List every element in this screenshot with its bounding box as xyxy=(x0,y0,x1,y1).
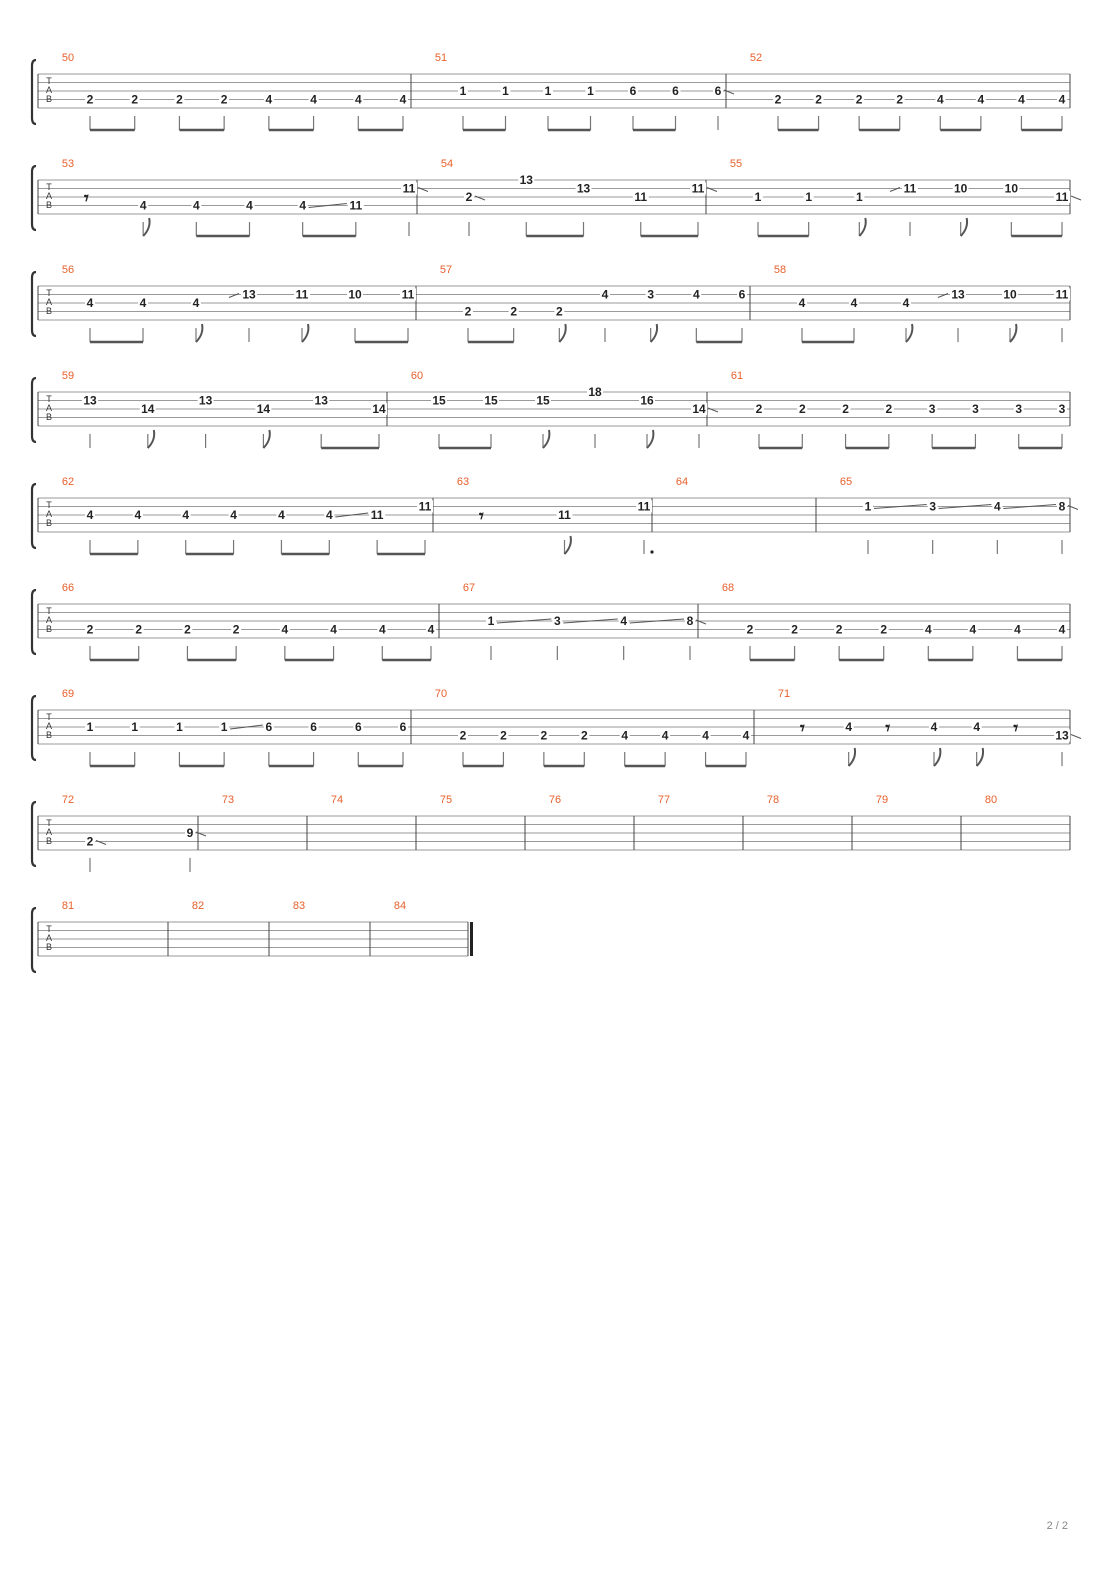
slide-out xyxy=(1071,196,1081,200)
measure-number: 82 xyxy=(191,900,205,912)
measure-number: 53 xyxy=(61,158,75,170)
system xyxy=(32,158,1081,236)
fret-number: 13 xyxy=(83,393,97,408)
measure-number: 55 xyxy=(729,158,743,170)
tab-clef-letter: T xyxy=(46,394,52,404)
eighth-flag xyxy=(148,430,154,448)
fret-number: 11 xyxy=(558,508,571,522)
fret-number: 4 xyxy=(845,720,853,734)
fret-number: 1 xyxy=(459,84,467,98)
measure-number: 58 xyxy=(773,264,787,276)
tab-clef-letter: T xyxy=(46,182,52,192)
fret-number: 2 xyxy=(842,402,849,416)
system-bracket xyxy=(32,908,36,972)
fret-number: 4 xyxy=(973,720,981,734)
fret-number: 1 xyxy=(502,84,509,98)
measure-number: 73 xyxy=(221,794,235,806)
fret-number: 4 xyxy=(134,508,142,522)
fret-number: 6 xyxy=(310,720,317,734)
fret-number: 4 xyxy=(969,622,977,637)
system-bracket xyxy=(32,696,36,760)
fret-number: 1 xyxy=(855,190,863,204)
measure-number: 65 xyxy=(839,476,853,488)
fret-number: 2 xyxy=(232,622,240,637)
tab-clef-letter: T xyxy=(46,818,52,828)
fret-number: 13 xyxy=(198,393,213,408)
tab-clef-letter: T xyxy=(46,500,52,510)
tab-clef-letter: B xyxy=(45,200,53,210)
fret-number: 2 xyxy=(791,622,798,637)
measure-number: 74 xyxy=(330,794,344,806)
fret-number: 2 xyxy=(896,92,904,107)
fret-number: 2 xyxy=(540,728,548,743)
fret-number: 11 xyxy=(370,508,384,522)
measure-number: 56 xyxy=(61,264,75,276)
eighth-flag xyxy=(934,748,940,766)
fret-number: 3 xyxy=(972,402,979,416)
measure-number: 67 xyxy=(462,582,476,594)
system xyxy=(32,688,1081,766)
tab-clef-letter: A xyxy=(45,85,53,95)
fret-number: 9 xyxy=(186,826,194,840)
fret-number: 6 xyxy=(714,84,722,98)
fret-number: 2 xyxy=(86,834,94,849)
fret-number: 13 xyxy=(314,393,328,408)
measure-number: 62 xyxy=(61,476,75,488)
fret-number: 11 xyxy=(903,181,917,196)
fret-number: 14 xyxy=(141,402,155,416)
measure-number: 57 xyxy=(439,264,453,276)
measure-number: 66 xyxy=(61,582,75,594)
measure-number: 59 xyxy=(61,370,75,382)
fret-number: 10 xyxy=(348,287,362,302)
eighth-flag xyxy=(302,324,308,342)
eighth-flag xyxy=(263,430,269,448)
fret-number: 13 xyxy=(519,173,533,187)
fret-number: 8 xyxy=(1058,499,1066,514)
fret-number: 4 xyxy=(378,622,386,637)
fret-number: 14 xyxy=(692,402,706,416)
page-number: 2 / 2 xyxy=(1046,1520,1068,1532)
fret-number: 4 xyxy=(86,508,94,522)
fret-number: 4 xyxy=(139,296,147,310)
tab-clef-letter: A xyxy=(45,403,53,413)
fret-number: 4 xyxy=(977,92,985,107)
fret-number: 6 xyxy=(265,720,273,734)
measure-number: 61 xyxy=(730,370,744,382)
eighth-rest: 𝄾 xyxy=(1013,718,1019,739)
eighth-rest: 𝄾 xyxy=(479,506,484,527)
measure-number: 50 xyxy=(61,52,75,64)
tab-clef-letter: A xyxy=(45,509,53,519)
measure-number: 79 xyxy=(875,794,889,806)
fret-number: 4 xyxy=(230,508,237,522)
tab-clef-letter: B xyxy=(45,942,53,952)
measure-number: 63 xyxy=(456,476,470,488)
fret-number: 1 xyxy=(544,84,552,98)
fret-number: 4 xyxy=(850,296,858,310)
fret-number: 4 xyxy=(278,508,285,522)
fret-number: 11 xyxy=(1055,190,1069,204)
system-bracket xyxy=(32,60,36,124)
fret-number: 2 xyxy=(855,92,863,107)
tab-clef-letter: A xyxy=(45,933,53,943)
measure-number: 81 xyxy=(61,900,75,912)
system xyxy=(32,582,1070,660)
fret-number: 4 xyxy=(281,622,289,637)
fret-number: 2 xyxy=(220,92,228,107)
fret-number: 10 xyxy=(1004,181,1019,196)
eighth-flag xyxy=(906,324,912,342)
fret-number: 4 xyxy=(192,198,200,213)
duration-dot xyxy=(650,550,653,553)
tab-clef-letter: B xyxy=(45,730,53,740)
measure-number: 54 xyxy=(440,158,454,170)
fret-number: 2 xyxy=(465,190,473,204)
fret-number: 4 xyxy=(139,198,147,213)
fret-number: 11 xyxy=(349,198,363,213)
tab-clef-letter: T xyxy=(46,924,52,934)
fret-number: 15 xyxy=(536,393,550,408)
fret-number: 11 xyxy=(634,190,648,204)
tab-clef-letter: A xyxy=(45,615,53,625)
fret-number: 11 xyxy=(691,181,705,196)
fret-number: 1 xyxy=(587,84,594,98)
tab-clef-letter: B xyxy=(45,518,53,528)
measure-number: 60 xyxy=(410,370,424,382)
fret-number: 4 xyxy=(246,198,253,213)
fret-number: 2 xyxy=(464,304,472,319)
eighth-flag xyxy=(977,748,983,766)
tab-clef-letter: B xyxy=(45,836,53,846)
tab-clef-letter: A xyxy=(45,721,53,731)
fret-number: 2 xyxy=(510,304,518,319)
system-bracket xyxy=(32,590,36,654)
fret-number: 4 xyxy=(902,296,910,310)
fret-number: 4 xyxy=(936,92,944,107)
fret-number: 1 xyxy=(176,720,183,734)
fret-number: 2 xyxy=(555,304,563,319)
eighth-flag xyxy=(1010,324,1016,342)
fret-number: 13 xyxy=(951,287,965,302)
eighth-flag xyxy=(647,430,653,448)
measure-number: 72 xyxy=(61,794,75,806)
eighth-flag xyxy=(543,430,549,448)
fret-number: 1 xyxy=(131,720,139,734)
eighth-flag xyxy=(849,748,855,766)
fret-number: 11 xyxy=(418,499,432,514)
fret-number: 4 xyxy=(930,720,938,734)
system xyxy=(32,370,1070,448)
fret-number: 4 xyxy=(702,728,709,743)
fret-number: 11 xyxy=(295,287,309,302)
fret-number: 2 xyxy=(131,92,139,107)
measure-number: 84 xyxy=(393,900,407,912)
fret-number: 4 xyxy=(1058,92,1066,107)
fret-number: 3 xyxy=(928,402,936,416)
fret-number: 4 xyxy=(399,92,407,107)
fret-number: 2 xyxy=(815,92,822,107)
fret-number: 4 xyxy=(325,508,333,522)
measure-number: 70 xyxy=(434,688,448,700)
fret-number: 2 xyxy=(459,728,467,743)
fret-number: 13 xyxy=(242,287,256,302)
measure-number: 77 xyxy=(657,794,671,806)
measure-number: 68 xyxy=(721,582,735,594)
fret-number: 4 xyxy=(427,622,435,637)
tab-clef-letter: A xyxy=(45,827,53,837)
system-bracket xyxy=(32,802,36,866)
fret-number: 4 xyxy=(1018,92,1025,107)
fret-number: 1 xyxy=(487,614,495,628)
fret-number: 1 xyxy=(220,720,228,734)
fret-number: 2 xyxy=(176,92,183,107)
fret-number: 1 xyxy=(754,190,762,204)
system xyxy=(32,264,1070,342)
fret-number: 1 xyxy=(864,499,872,514)
eighth-flag xyxy=(559,324,565,342)
eighth-flag xyxy=(143,218,149,236)
tab-clef-letter: B xyxy=(45,94,53,104)
fret-number: 2 xyxy=(885,402,893,416)
fret-number: 10 xyxy=(953,181,968,196)
system xyxy=(32,900,473,972)
system-bracket xyxy=(32,166,36,230)
tab-clef-letter: A xyxy=(45,297,53,307)
tab-clef-letter: T xyxy=(46,288,52,298)
fret-number: 4 xyxy=(354,92,362,107)
fret-number: 4 xyxy=(993,499,1001,514)
fret-number: 16 xyxy=(640,393,654,408)
fret-number: 3 xyxy=(1015,402,1023,416)
tab-clef-letter: B xyxy=(45,624,53,634)
fret-number: 4 xyxy=(798,296,806,310)
system-bracket xyxy=(32,272,36,336)
fret-number: 2 xyxy=(755,402,763,416)
fret-number: 4 xyxy=(1014,622,1021,637)
fret-number: 2 xyxy=(86,622,94,637)
tab-clef-letter: B xyxy=(45,412,53,422)
fret-number: 4 xyxy=(330,622,337,637)
measure-number: 69 xyxy=(61,688,75,700)
measure-number: 64 xyxy=(675,476,689,488)
eighth-rest: 𝄾 xyxy=(885,718,891,739)
eighth-flag xyxy=(565,536,571,554)
eighth-flag xyxy=(961,218,967,236)
fret-number: 2 xyxy=(798,402,806,416)
tab-clef-letter: T xyxy=(46,606,52,616)
tab-clef-letter: B xyxy=(45,306,53,316)
tab-clef-letter: T xyxy=(46,712,52,722)
fret-number: 2 xyxy=(135,622,143,637)
fret-number: 4 xyxy=(265,92,273,107)
slide-out xyxy=(1071,735,1081,739)
system xyxy=(32,476,1078,554)
fret-number: 4 xyxy=(299,198,307,213)
fret-number: 2 xyxy=(580,728,588,743)
measure-number: 83 xyxy=(292,900,306,912)
system-bracket xyxy=(32,484,36,548)
fret-number: 8 xyxy=(686,614,694,628)
fret-number: 6 xyxy=(738,287,746,302)
fret-number: 11 xyxy=(401,287,415,302)
fret-number: 11 xyxy=(1055,287,1069,302)
fret-number: 6 xyxy=(399,720,407,734)
fret-number: 13 xyxy=(576,181,591,196)
fret-number: 15 xyxy=(432,393,446,408)
fret-number: 4 xyxy=(310,92,317,107)
system xyxy=(32,794,1070,872)
fret-number: 4 xyxy=(661,728,669,743)
measure-number: 76 xyxy=(548,794,562,806)
fret-number: 1 xyxy=(86,720,94,734)
fret-number: 4 xyxy=(924,622,932,637)
fret-number: 2 xyxy=(774,92,782,107)
eighth-flag xyxy=(859,218,865,236)
fret-number: 2 xyxy=(835,622,843,637)
fret-number: 6 xyxy=(672,84,679,98)
fret-number: 15 xyxy=(484,393,498,408)
fret-number: 4 xyxy=(620,614,628,628)
fret-number: 2 xyxy=(746,622,754,637)
fret-number: 3 xyxy=(1058,402,1066,416)
eighth-flag xyxy=(651,324,657,342)
measure-number: 78 xyxy=(766,794,780,806)
fret-number: 1 xyxy=(805,190,813,204)
tab-clef-letter: A xyxy=(45,191,53,201)
fret-number: 4 xyxy=(182,508,190,522)
fret-number: 4 xyxy=(621,728,629,743)
fret-number: 13 xyxy=(1055,728,1069,743)
measure-number: 80 xyxy=(984,794,998,806)
fret-number: 10 xyxy=(1003,287,1017,302)
fret-number: 4 xyxy=(192,296,200,310)
fret-number: 4 xyxy=(742,728,750,743)
fret-number: 2 xyxy=(500,728,507,743)
fret-number: 14 xyxy=(256,402,271,416)
measure-number: 75 xyxy=(439,794,453,806)
fret-number: 18 xyxy=(588,385,602,399)
eighth-rest: 𝄾 xyxy=(84,188,89,209)
fret-number: 4 xyxy=(692,287,700,302)
fret-number: 3 xyxy=(929,499,937,514)
fret-number: 2 xyxy=(184,622,191,637)
system xyxy=(32,52,1070,130)
tab-clef-letter: T xyxy=(46,76,52,86)
measure-number: 51 xyxy=(434,52,448,64)
fret-number: 4 xyxy=(601,287,609,302)
fret-number: 11 xyxy=(637,499,651,514)
measure-number: 71 xyxy=(777,688,791,700)
fret-number: 3 xyxy=(553,614,561,628)
fret-number: 2 xyxy=(880,622,888,637)
final-bar-line xyxy=(470,922,473,956)
eighth-rest: 𝄾 xyxy=(800,718,805,739)
fret-number: 14 xyxy=(372,402,386,416)
fret-number: 11 xyxy=(402,181,416,196)
measure-number: 52 xyxy=(749,52,763,64)
fret-number: 6 xyxy=(629,84,637,98)
system-bracket xyxy=(32,378,36,442)
fret-number: 6 xyxy=(354,720,362,734)
fret-number: 4 xyxy=(86,296,94,310)
eighth-flag xyxy=(196,324,202,342)
fret-number: 2 xyxy=(86,92,94,107)
fret-number: 3 xyxy=(647,287,655,302)
fret-number: 4 xyxy=(1058,622,1066,637)
